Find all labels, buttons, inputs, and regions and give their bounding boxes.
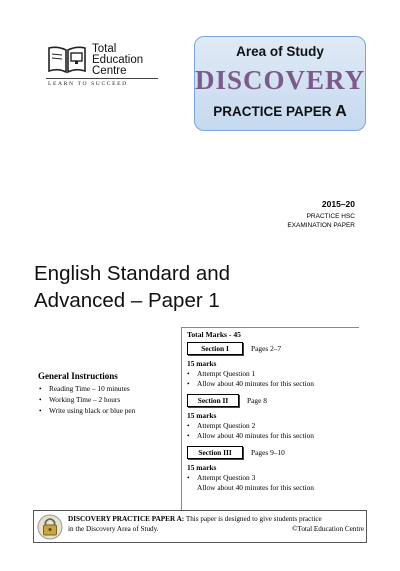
section-block	[187, 446, 377, 493]
page-title	[34, 260, 294, 314]
area-of-study-banner	[194, 36, 366, 131]
page-title-line: English Standard and	[34, 262, 231, 285]
instruction-item: • Write using black or blue pen	[38, 405, 178, 416]
column-divider	[181, 327, 182, 510]
logo	[46, 44, 158, 92]
exam-info-line: EXAMINATION PAPER	[287, 222, 355, 229]
section-block	[187, 394, 377, 441]
general-instructions	[38, 371, 178, 416]
lock-icon	[37, 513, 63, 541]
total-marks: Total Marks - 45	[187, 330, 241, 339]
section-label-box: Section I	[187, 342, 243, 355]
footer-text	[68, 514, 364, 534]
section-block	[187, 342, 377, 389]
section-pages: Page 8	[247, 396, 267, 405]
logo-divider	[46, 78, 158, 79]
section-marks: 15 marks	[187, 359, 217, 368]
practice-paper-label	[195, 103, 365, 121]
book-computer-icon	[46, 44, 88, 76]
area-of-study-label: Area of Study	[236, 44, 324, 59]
discovery-title: DISCOVERY	[195, 65, 366, 95]
practice-paper-text: PRACTICE PAPER	[213, 104, 332, 119]
section-pages: Pages 9–10	[251, 448, 285, 457]
section-instruction: • Attempt Question 2	[187, 421, 377, 431]
footer-notice	[33, 510, 367, 543]
section-instruction: • Attempt Question 3	[187, 473, 377, 483]
section-pages: Pages 2–7	[251, 344, 282, 353]
section-label-box: Section III	[187, 446, 243, 459]
logo-tagline: LEARN TO SUCCEED	[48, 81, 128, 87]
footer-text-line2: in the Discovery Area of Study.	[68, 525, 159, 533]
logo-name	[92, 44, 143, 77]
general-instructions-heading: General Instructions	[38, 371, 118, 381]
section-label-box: Section II	[187, 394, 239, 407]
section-marks: 15 marks	[187, 463, 217, 472]
section-instruction: • Allow about 40 minutes for this section	[187, 379, 377, 389]
footer-text-line1: This paper is designed to give students practice	[184, 515, 322, 523]
section-instruction: • Attempt Question 1	[187, 369, 377, 379]
divider	[181, 327, 359, 328]
exam-structure	[187, 330, 377, 493]
logo-name-line: Centre	[92, 65, 127, 77]
exam-years: 2015–20	[321, 199, 355, 209]
logo-name-line: Total	[92, 43, 117, 55]
section-marks: 15 marks	[187, 411, 217, 420]
instruction-item: • Reading Time – 10 minutes	[38, 383, 178, 394]
exam-info-line: PRACTICE HSC	[306, 213, 355, 220]
logo-name-line: Education	[92, 54, 144, 66]
practice-paper-letter: A	[335, 103, 347, 120]
exam-info	[287, 199, 355, 230]
section-instruction: Allow about 40 minutes for this section	[197, 483, 315, 492]
copyright: ©Total Education Centre	[291, 525, 364, 533]
instruction-item: • Working Time – 2 hours	[38, 394, 178, 405]
page-title-line: Advanced – Paper 1	[34, 289, 220, 312]
section-instruction: • Allow about 40 minutes for this section	[187, 431, 377, 441]
footer-bold-text: DISCOVERY PRACTICE PAPER A:	[68, 515, 185, 523]
